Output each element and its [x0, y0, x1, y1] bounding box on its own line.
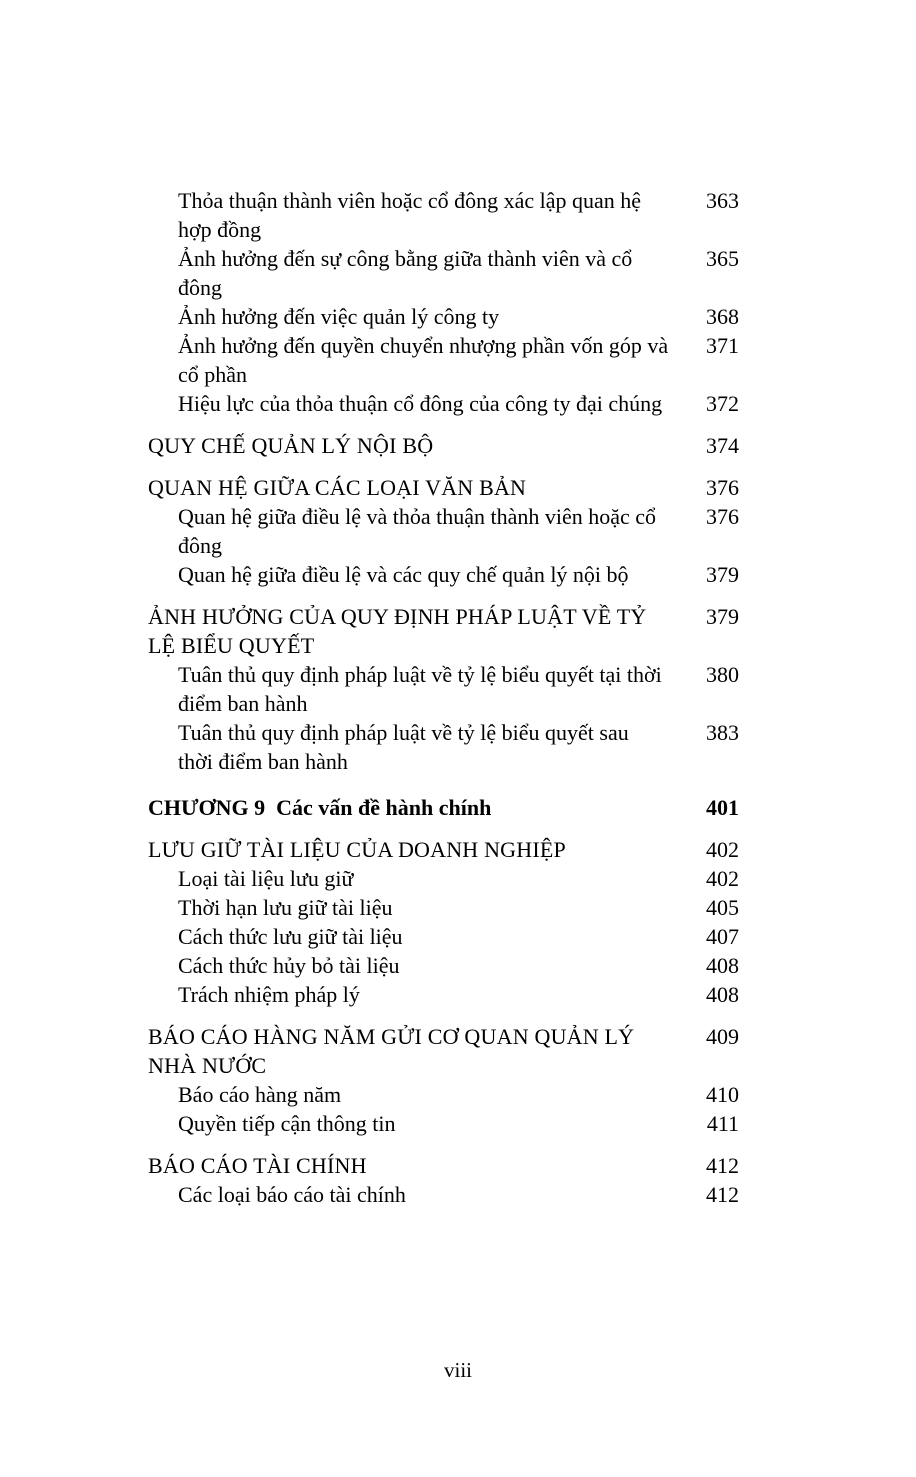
toc-entry-page-number: 408 [706, 982, 739, 1007]
table-of-contents [148, 186, 739, 1209]
toc-entry-page-number: 371 [706, 333, 739, 358]
toc-entry-title: Thời hạn lưu giữ tài liệu [178, 895, 393, 920]
toc-entry [148, 1022, 739, 1080]
toc-entry-title: Loại tài liệu lưu giữ [178, 866, 354, 891]
toc-entry [148, 560, 739, 589]
toc-entry-page-number: 379 [706, 604, 739, 629]
toc-entry [148, 1109, 739, 1138]
toc-entry-title: ẢNH HƯỞNG CỦA QUY ĐỊNH PHÁP LUẬT VỀ TỶ LỆ BIỂU QUYẾT [148, 604, 647, 658]
toc-entry-page-number: 402 [706, 837, 739, 862]
toc-entry [148, 186, 739, 244]
toc-entry-title: Quan hệ giữa điều lệ và các quy chế quản lý nội bộ [178, 562, 629, 587]
toc-entry [148, 602, 739, 660]
toc-entry-page-number: 368 [706, 304, 739, 329]
toc-entry-title: Quan hệ giữa điều lệ và thỏa thuận thành viên hoặc cổ đông [178, 504, 657, 558]
toc-entry-page-number: 411 [706, 1111, 739, 1136]
toc-entry-title: Thỏa thuận thành viên hoặc cổ đông xác lập quan hệ hợp đồng [178, 188, 642, 242]
toc-entry-page-number: 363 [706, 188, 739, 213]
toc-entry-title: Ảnh hưởng đến việc quản lý công ty [178, 304, 500, 329]
toc-entry [148, 244, 739, 302]
toc-entry [148, 302, 739, 331]
toc-entry-title: Hiệu lực của thỏa thuận cổ đông của công ty đại chúng [178, 391, 663, 416]
toc-entry-page-number: 408 [706, 953, 739, 978]
toc-entry-title: LƯU GIỮ TÀI LIỆU CỦA DOANH NGHIỆP [148, 837, 566, 862]
toc-entry-page-number: 410 [706, 1082, 739, 1107]
toc-entry-page-number: 365 [706, 246, 739, 271]
toc-entry-page-number: 374 [706, 433, 739, 458]
toc-entry [148, 1080, 739, 1109]
toc-entry-title: Ảnh hưởng đến sự công bằng giữa thành viên và cổ đông [178, 246, 633, 300]
toc-entry [148, 389, 739, 418]
toc-entry [148, 793, 739, 822]
toc-entry-title: Cách thức lưu giữ tài liệu [178, 924, 403, 949]
toc-entry-title: BÁO CÁO HÀNG NĂM GỬI CƠ QUAN QUẢN LÝ NHÀ NƯỚC [148, 1024, 635, 1078]
toc-entry-title: Các loại báo cáo tài chính [178, 1182, 406, 1207]
toc-entry-title: Tuân thủ quy định pháp luật về tỷ lệ biểu quyết sau thời điểm ban hành [178, 720, 629, 774]
toc-entry-page-number: 405 [706, 895, 739, 920]
toc-entry [148, 864, 739, 893]
toc-entry-title: QUAN HỆ GIỮA CÁC LOẠI VĂN BẢN [148, 475, 527, 500]
toc-entry [148, 922, 739, 951]
toc-entry-page-number: 402 [706, 866, 739, 891]
toc-entry-title: Trách nhiệm pháp lý [178, 982, 360, 1007]
toc-entry-page-number: 372 [706, 391, 739, 416]
toc-entry-page-number: 412 [706, 1182, 739, 1207]
toc-entry-page-number: 380 [706, 662, 739, 687]
toc-entry-page-number: 409 [706, 1024, 739, 1049]
toc-entry [148, 951, 739, 980]
toc-entry-title: Tuân thủ quy định pháp luật về tỷ lệ biểu quyết tại thời điểm ban hành [178, 662, 662, 716]
toc-entry [148, 1180, 739, 1209]
toc-entry-page-number: 379 [706, 562, 739, 587]
toc-entry-page-number: 407 [706, 924, 739, 949]
toc-entry-title: BÁO CÁO TÀI CHÍNH [148, 1153, 367, 1178]
toc-entry [148, 893, 739, 922]
toc-entry-title: Quyền tiếp cận thông tin [178, 1111, 396, 1136]
toc-entry-page-number: 401 [706, 795, 739, 820]
toc-entry [148, 1151, 739, 1180]
toc-entry-page-number: 412 [706, 1153, 739, 1178]
toc-entry [148, 835, 739, 864]
toc-entry-title: Ảnh hưởng đến quyền chuyển nhượng phần vốn góp và cổ phần [178, 333, 669, 387]
toc-entry [148, 431, 739, 460]
toc-entry-title: Báo cáo hàng năm [178, 1082, 342, 1107]
toc-entry-title: CHƯƠNG 9 Các vấn đề hành chính [148, 795, 492, 820]
toc-entry-page-number: 383 [706, 720, 739, 745]
toc-entry [148, 980, 739, 1009]
toc-entry [148, 502, 739, 560]
toc-entry-page-number: 376 [706, 475, 739, 500]
toc-entry [148, 473, 739, 502]
toc-entry [148, 660, 739, 718]
toc-entry-page-number: 376 [706, 504, 739, 529]
page-number-footer: viii [443, 1358, 472, 1382]
toc-entry [148, 718, 739, 776]
toc-entry-title: QUY CHẾ QUẢN LÝ NỘI BỘ [148, 433, 434, 458]
toc-entry [148, 331, 739, 389]
toc-entry-title: Cách thức hủy bỏ tài liệu [178, 953, 400, 978]
